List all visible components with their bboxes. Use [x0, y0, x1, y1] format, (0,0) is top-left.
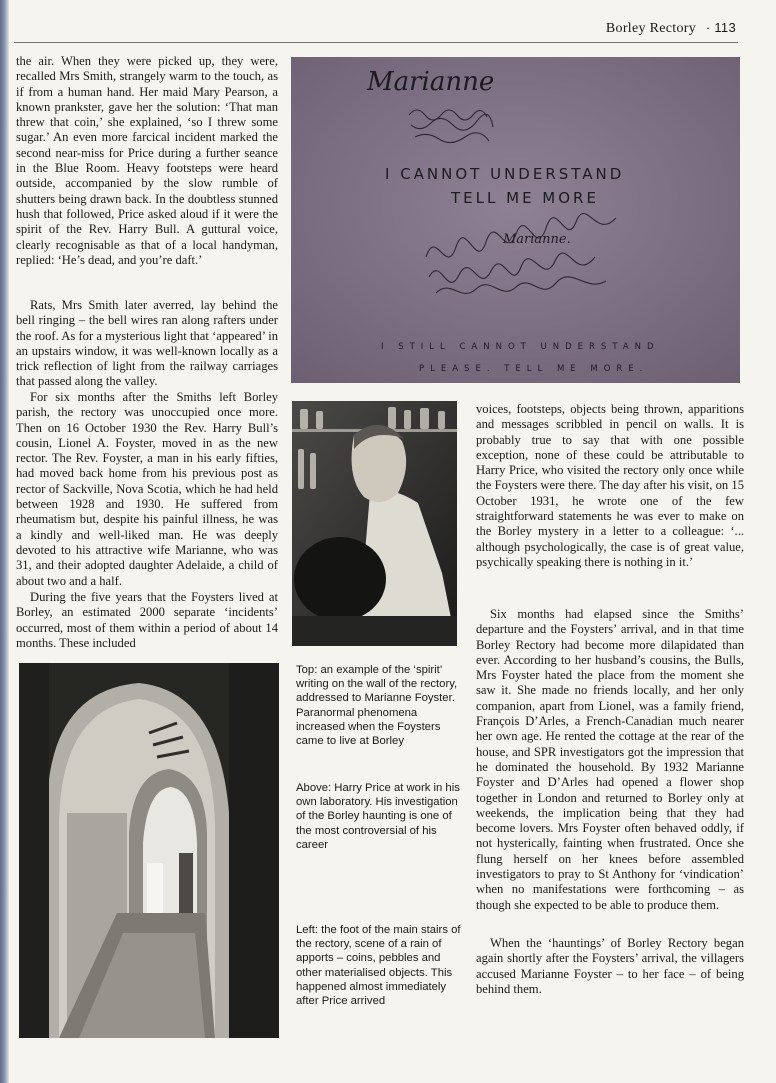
running-title: Borley Rectory — [605, 21, 697, 36]
wall-text-line: PLEASE. TELL ME MORE. — [419, 364, 649, 374]
lab-photo-svg — [292, 401, 457, 646]
spirit-writing-photo — [291, 57, 740, 383]
body-paragraph: For six months after the Smiths left Borley parish, the rectory was unoccupied once more. Then on 16 October 1930 the Rev. Harry Bull’s cousin, Lionel A. Foyster, moved in as the new rector. The Rev. Foyster, a man in his early fifties, had moved back home from his previous post as rector of Sackville, Nova Scotia, which he had held between 1928 and 1930. He suffered from rheumatism but, despite his painful illness, he was a kindly and well-liked man. He was deeply devoted to his attractive wife Marianne, who was 31, and their adopted daughter Adelaide, a child of about two and a half. — [16, 390, 278, 588]
harry-price-lab-photo — [292, 401, 457, 646]
body-paragraph: When the ‘hauntings’ of Borley Rectory began again shortly after the Foysters’ arrival, the villagers accused Marianne Foyster – to her face – of being behind them. — [476, 936, 744, 996]
wall-text-line: Marianne — [367, 67, 495, 97]
caption-top: Top: an example of the ‘spirit’ writing on the wall of the rectory, addressed to Marianne Foyster. Paranormal phenomena increased when the Foysters came to live at Borley — [296, 664, 458, 748]
header-rule — [14, 42, 738, 43]
wall-text-line: TELL ME MORE — [451, 189, 599, 207]
body-paragraph: Six months had elapsed since the Smiths’ departure and the Foysters’ arrival, and in that time Borley Rectory had become more dilapidated than ever. According to her husband’s cousins, the Bulls, Mrs Foyster hated the place from the moment she saw it. She made no friends locally, and her only companion, apart from Lionel, was a family friend, François D’Arles, a French-Canadian much nearer her own age. He rented the cottage at the rear of the house, and SPR investigators got the impression that he dominated the household. By 1932 Marianne Foyster and D’Arles had opened a flower shop together in London and returned to Borley only at weekends, the implication being that they had become lovers. Mrs Foyster often behaved oddly, if not hysterically, fainting when frustrated. Once she flung herself on her knees before assembled investigators to pray to St Anthony for ‘vindication’ when no manifestations were forthcoming – as though she expected to be able to produce them. — [476, 607, 744, 912]
stairs-photo-svg — [19, 663, 279, 1038]
body-paragraph: During the five years that the Foysters lived at Borley, an estimated 2000 separate ‘incidents’ occurred, most of them within a period of about 14 months. These included — [16, 590, 278, 650]
caption-left: Left: the foot of the main stairs of the rectory, scene of a rain of apports – coins, pebbles and other materialised objects. This happened almost immediately after Price arrived — [296, 924, 461, 1008]
spirit-writing-svg — [291, 57, 740, 383]
body-paragraph: voices, footsteps, objects being thrown, apparitions and messages scribbled in pencil on walls. It is probably true to say that with one possible exception, none of these could be attributable to Harry Price, who visited the rectory only once while the Foysters were there. The day after his visit, on 15 October 1931, he wrote one of the few straightforward statements he was ever to make on the Borley mystery in a letter to a colleague: ‘... although psychologically, the case is of great value, psychically speaking there is nothing in it.’ — [476, 402, 744, 569]
running-header — [606, 20, 736, 37]
binding-edge — [0, 0, 9, 1083]
caption-above: Above: Harry Price at work in his own laboratory. His investigation of the Borley haunting is one of the most controversial of his career — [296, 782, 460, 851]
wall-text-line: I CANNOT UNDERSTAND — [385, 165, 625, 183]
wall-text-line: I STILL CANNOT UNDERSTAND — [381, 342, 660, 352]
rectory-stairs-photo — [19, 663, 279, 1038]
body-paragraph: the air. When they were picked up, they were, recalled Mrs Smith, strangely warm to the touch, as if from a human hand. Her maid Mary Pearson, a known prankster, gave her the solution: ‘That man threw that coin,’ she explained, ‘so I threw some sugar.’ An even more farcical incident marked the second near-miss for Price during a further seance in the Blue Room. Heavy footsteps were heard outside, accompanied by the slow rumble of shutters being drawn back. In the doubtless stunned hush that followed, Price asked aloud if it were the spirit of the Rev. Harry Bull. A guttural voice, clearly recognisable as that of a local handyman, replied: ‘He’s dead, and you’re daft.’ — [16, 54, 278, 267]
page-number: · 113 — [705, 20, 736, 35]
wall-text-line: Marianne. — [503, 232, 571, 247]
body-paragraph: Rats, Mrs Smith later averred, lay behind the bell ringing – the bell wires ran along rafters under the roof. As for a mysterious light that ‘appeared’ in an upstairs window, it was well-known locally as a trick reflection of light from the railway carriages that passed along the valley. — [16, 298, 278, 389]
